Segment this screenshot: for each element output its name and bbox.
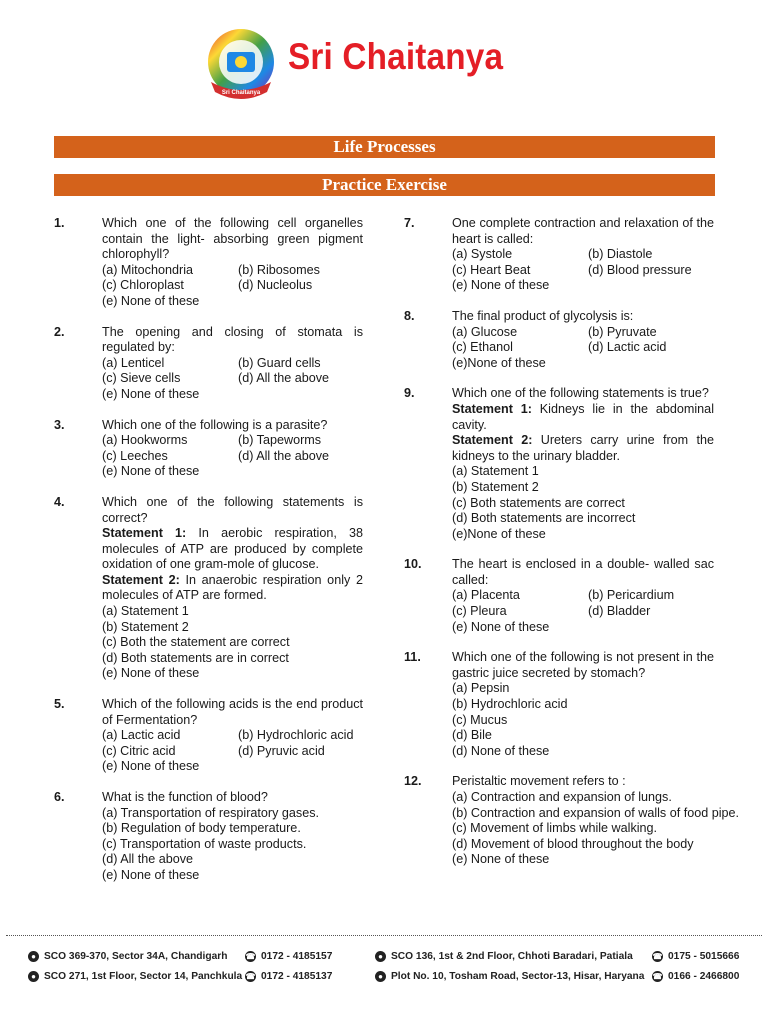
question-number: 7.: [404, 216, 415, 230]
answer-option: (a) Placenta: [452, 588, 520, 603]
question-stem: Which one of the following statements is true?: [452, 386, 709, 401]
location-icon: ●: [28, 951, 39, 962]
phone-icon: ☎: [245, 972, 256, 981]
answer-option: (a) Pepsin: [452, 681, 510, 696]
answer-option: (e) None of these: [102, 293, 200, 308]
question-stem: The opening and closing of stomata is regulated by:: [102, 324, 363, 355]
phone-icon: ☎: [652, 972, 663, 981]
statement: [102, 573, 363, 604]
question-stem: Which one of the following cell organelles contain the light- absorbing green pigment chlorophyll?: [102, 216, 363, 262]
answer-option: (c) Heart Beat: [452, 262, 531, 277]
answer-option: (b) Diastole: [588, 247, 653, 262]
location-icon: ●: [28, 971, 39, 982]
option-grid: [452, 325, 714, 356]
answer-option: (a) Hookworms: [102, 433, 188, 448]
phone-chandigarh: [245, 951, 332, 962]
question-7: [404, 216, 714, 294]
answer-option: (b) Hydrochloric acid: [238, 728, 354, 743]
question-2: [54, 325, 363, 403]
statement-text: In aerobic respiration, 38 molecules of ATP are produced by complete oxidation of one gram-mole of glucose.: [102, 526, 363, 572]
question-stem: One complete contraction and relaxation of the heart is called:: [452, 216, 714, 246]
question-8: [404, 309, 714, 371]
answer-option: (a) Lenticel: [102, 355, 165, 370]
question-10: [404, 557, 714, 635]
answer-option: (d) Blood pressure: [588, 262, 692, 277]
address-text: SCO 369-370, Sector 34A, Chandigarh: [44, 951, 228, 962]
answer-option: (c) Chloroplast: [102, 278, 184, 293]
question-stem: What is the function of blood?: [102, 790, 268, 804]
phone-text: 0172 - 4185157: [261, 951, 333, 962]
answer-option: (a) Mitochondria: [102, 262, 193, 277]
questions-right-column: [404, 216, 740, 868]
answer-option: (b) Pericardium: [588, 588, 675, 603]
question-number: 10.: [404, 557, 422, 572]
answer-option: (d) Both statements are in correct: [102, 650, 289, 665]
question-9: [404, 386, 714, 542]
answer-option: (b) Guard cells: [238, 355, 321, 370]
phone-patiala: [652, 951, 739, 962]
address-patiala: [375, 951, 633, 962]
answer-option: (e) None of these: [102, 666, 200, 681]
answer-option: (c) Leeches: [102, 448, 168, 463]
statement-label: Statement 1:: [102, 526, 187, 541]
option-grid: [102, 433, 363, 464]
statement: [452, 402, 714, 433]
question-stem: Which one of the following is not present in the gastric juice secreted by stomach?: [452, 650, 714, 680]
answer-option: (d) None of these: [452, 743, 550, 758]
answer-option: (e) None of these: [452, 619, 550, 634]
phone-icon: ☎: [652, 952, 663, 961]
question-number: 4.: [54, 494, 65, 509]
answer-option: (d) All the above: [238, 448, 330, 463]
statement-text: Kidneys lie in the abdominal cavity.: [452, 401, 714, 432]
footer-divider: [6, 935, 762, 936]
answer-option: (b) Pyruvate: [588, 324, 657, 339]
option-grid: [452, 588, 714, 619]
answer-option: (d) Movement of blood throughout the body: [452, 836, 694, 851]
question-stem: Which one of the following statements is correct?: [102, 494, 363, 525]
question-number: 6.: [54, 790, 65, 804]
option-grid: [102, 356, 363, 387]
question-11: [404, 650, 714, 759]
answer-option: (e) None of these: [102, 464, 200, 479]
option-grid: [102, 263, 363, 294]
address-panchkula: [28, 971, 242, 982]
answer-option: (b) Statement 2: [102, 619, 189, 634]
section-banner: Practice Exercise: [54, 174, 715, 196]
question-number: 2.: [54, 324, 65, 339]
question-stem: Peristaltic movement refers to :: [452, 774, 626, 789]
questions-left-column: [54, 216, 363, 884]
address-text: SCO 136, 1st & 2nd Floor, Chhoti Baradari, Patiala: [391, 951, 633, 962]
answer-option: (d) Both statements are incorrect: [452, 511, 636, 526]
address-text: Plot No. 10, Tosham Road, Sector-13, Hisar, Haryana: [391, 971, 645, 982]
answer-option: (d) Pyruvic acid: [238, 743, 325, 758]
answer-option: (c) Sieve cells: [102, 371, 181, 386]
answer-option: (a) Systole: [452, 247, 513, 262]
phone-text: 0175 - 5015666: [668, 951, 740, 962]
question-stem: Which of the following acids is the end product of Fermentation?: [102, 697, 363, 727]
question-stem: Which one of the following is a parasite?: [102, 417, 328, 432]
answer-option: (e)None of these: [452, 355, 546, 370]
statement-label: Statement 2:: [452, 433, 533, 448]
question-number: 3.: [54, 417, 65, 432]
answer-option: (b) Contraction and expansion of walls of food pipe.: [452, 805, 740, 820]
answer-option: (c) Pleura: [452, 604, 507, 619]
answer-option: (d) Lactic acid: [588, 340, 667, 355]
answer-option: (d) All the above: [238, 371, 330, 386]
address-hisar: [375, 971, 644, 982]
location-icon: ●: [375, 971, 386, 982]
question-stem: The heart is enclosed in a double- walled sac called:: [452, 557, 714, 587]
answer-option: (e)None of these: [452, 526, 546, 541]
answer-option: (a) Glucose: [452, 324, 518, 339]
answer-option: (d) Bladder: [588, 604, 651, 619]
answer-option: (c) Citric acid: [102, 743, 176, 758]
answer-option: (b) Regulation of body temperature.: [102, 821, 301, 836]
answer-option: (c) Both the statement are correct: [102, 635, 290, 650]
answer-option: (e) None of these: [452, 852, 550, 867]
address-text: SCO 271, 1st Floor, Sector 14, Panchkula: [44, 971, 243, 982]
answer-option: (c) Mucus: [452, 712, 508, 727]
statement-text: In anaerobic respiration only 2 molecules of ATP are formed.: [102, 572, 363, 603]
answer-option: (a) Contraction and expansion of lungs.: [452, 790, 672, 804]
question-number: 9.: [404, 386, 415, 401]
question-4: [54, 495, 363, 682]
statement-label: Statement 2:: [102, 572, 180, 587]
answer-option: (a) Statement 1: [102, 604, 189, 619]
question-3: [54, 418, 363, 480]
question-5: [54, 697, 363, 775]
answer-option: (b) Hydrochloric acid: [452, 697, 568, 712]
phone-text: 0166 - 2466800: [668, 971, 740, 982]
answer-option: (c) Transportation of waste products.: [102, 836, 307, 851]
answer-option: (e) None of these: [102, 867, 200, 882]
phone-icon: ☎: [245, 952, 256, 961]
statement-label: Statement 1:: [452, 401, 532, 416]
answer-option: (e) None of these: [102, 386, 200, 401]
answer-option: (b) Statement 2: [452, 479, 539, 494]
answer-option: (b) Tapeworms: [238, 433, 322, 448]
answer-option: (a) Statement 1: [452, 464, 539, 479]
question-number: 11.: [404, 650, 421, 665]
answer-option: (d) Nucleolus: [238, 278, 313, 293]
chapter-banner: Life Processes: [54, 136, 715, 158]
question-number: 5.: [54, 697, 65, 712]
statement-text: Ureters carry urine from the kidneys to the urinary bladder.: [452, 433, 714, 463]
question-number: 1.: [54, 216, 65, 230]
phone-hisar: [652, 971, 739, 982]
statement: [102, 526, 363, 573]
question-number: 8.: [404, 308, 415, 323]
phone-text: 0172 - 4185137: [261, 971, 333, 982]
question-1: [54, 216, 363, 310]
sri-chaitanya-logo: [205, 26, 277, 106]
question-number: 12.: [404, 774, 422, 789]
answer-option: (d) Bile: [452, 728, 492, 743]
phone-panchkula: [245, 971, 332, 982]
answer-option: (c) Ethanol: [452, 340, 513, 355]
address-chandigarh: [28, 951, 227, 962]
answer-option: (e) None of these: [102, 759, 200, 774]
brand-title: Sri Chaitanya: [288, 36, 504, 77]
answer-option: (c) Both statements are correct: [452, 495, 625, 510]
location-icon: ●: [375, 951, 386, 962]
option-grid: [452, 247, 714, 278]
question-stem: The final product of glycolysis is:: [452, 308, 634, 323]
statement: [452, 433, 714, 464]
option-grid: [102, 728, 363, 759]
question-6: [54, 790, 363, 884]
answer-option: (c) Movement of limbs while walking.: [452, 821, 658, 836]
answer-option: (d) All the above: [102, 852, 194, 867]
answer-option: (b) Ribosomes: [238, 262, 320, 277]
answer-option: (a) Lactic acid: [102, 728, 181, 743]
logo-lettering: Sri Chaitanya: [221, 90, 261, 96]
answer-option: (e) None of these: [452, 278, 550, 293]
question-12: [404, 774, 740, 868]
answer-option: (a) Transportation of respiratory gases.: [102, 805, 319, 820]
